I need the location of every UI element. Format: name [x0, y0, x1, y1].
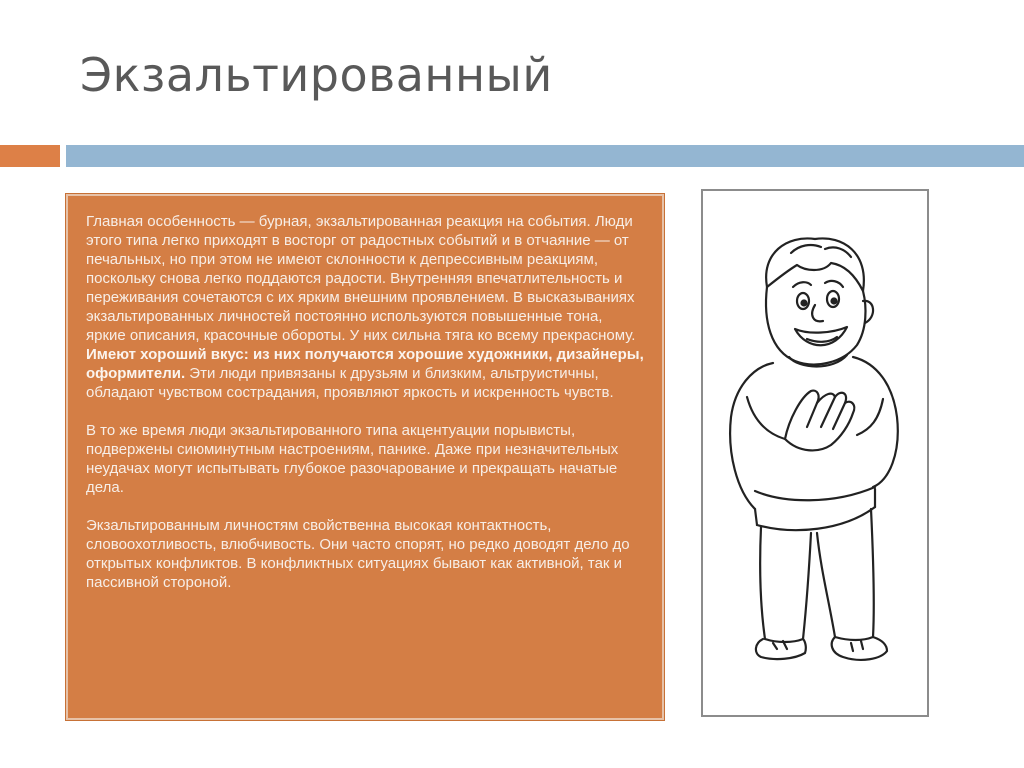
paragraph-1-text-b: Эти люди привязаны к друзьям и близким, альтруистичны, обладают чувством сострадания, проявляют яркость и искренность чувств. [86, 365, 614, 401]
accent-bar-blue [66, 145, 1024, 167]
paragraph-1-bold: Имеют хороший вкус: из них получаются хорошие художники, дизайнеры, оформители. [86, 346, 644, 382]
paragraph-3: Экзальтированным личностям свойственна высокая контактность, словоохотливость, влюбчивость. Они часто спорят, но редко доводят дело до открытых конфликтов. В конфликтных ситуациях бывают как активной, так и пассивной стороной. [86, 517, 630, 591]
excited-man-illustration [703, 191, 927, 715]
slide-title: Экзальтированный [80, 48, 553, 102]
accent-bar-orange [0, 145, 60, 167]
illustration-frame [701, 189, 929, 717]
paragraph-1-text-a: Главная особенность — бурная, экзальтированная реакция на события. Люди этого типа легко приходят в восторг от радостных событий и в отчаяние — от печальных, но при этом не имеют склонности к депрессивным реакциям, поскольку снова легко поддаются радости. Внутренняя впечатлительность и переживания сочетаются с их ярким внешним проявлением. В высказываниях экзальтированных личностей постоянно используются повышенные тона, яркие описания, красочные обороты. У них сильна тяга ко всему прекрасному. [86, 213, 636, 344]
paragraph-2: В то же время люди экзальтированного типа акцентуации порывисты, подвержены сиюминутным настроениям, панике. Даже при незначительных неудачах могут испытывать глубокое разочарование и прекращать начатые дела. [86, 422, 619, 496]
description-box [66, 194, 664, 720]
paragraph-1 [86, 212, 644, 402]
